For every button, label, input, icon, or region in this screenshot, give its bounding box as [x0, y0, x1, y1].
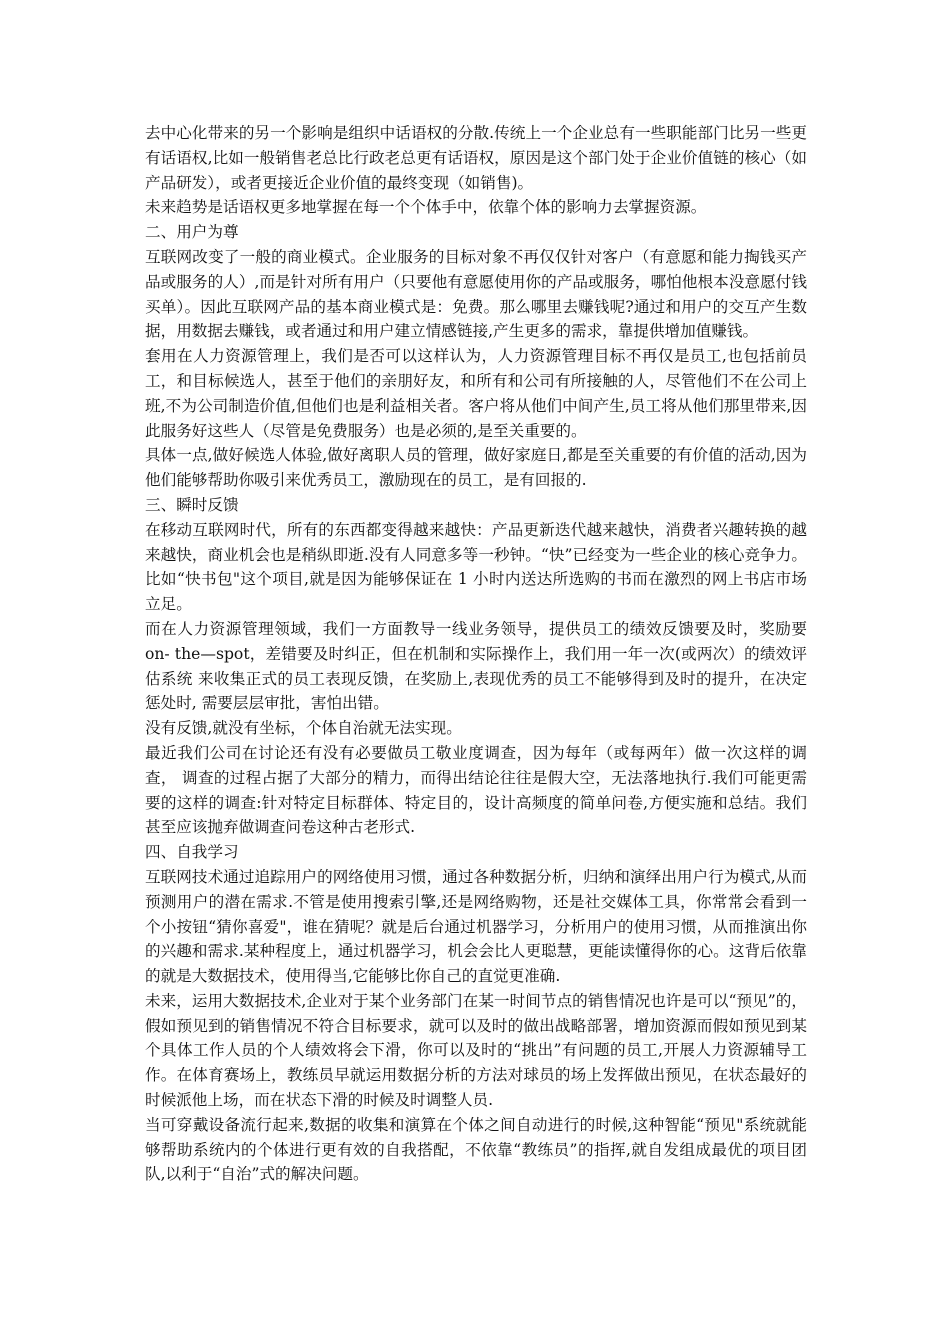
- section-heading-instant-feedback: 三、瞬时反馈: [145, 495, 239, 514]
- paragraph-future-trend: 未来趋势是话语权更多地掌握在每一个个体手中，依靠个体的影响力去掌握资源。: [145, 198, 707, 217]
- section-heading-self-learning: 四、自我学习: [145, 843, 239, 862]
- paragraph-machine-learning: 互联网技术通过追踪用户的网络使用习惯，通过各种数据分析，归纳和演绎出用户行为模式,从而预测用户的潜在需求.不管是使用搜索引擎,还是网络购物，还是社交媒体工具，你常常会看到一个小按钮“猜你喜爱"，谁在猜呢？就是后台通过机器学习，分析用户的使用习惯，从而推演出你的兴趣和需求.某种程度上，通过机器学习，机会会比人更聪慧，更能读懂得你的心。这背后依靠的就是大数据技术，使用得当,它能够比你自己的直觉更准确.: [145, 867, 807, 986]
- paragraph-engagement-survey: 最近我们公司在讨论还有没有必要做员工敬业度调查，因为每年（或每两年）做一次这样的调查， 调查的过程占据了大部分的精力，而得出结论往往是假大空，无法落地执行.我们可能更需要的这样的调查:针对特定目标群体、特定目的，设计高频度的简单问卷,方便实施和总结。我们甚至应该抛弃做调查问卷这种古老形式.: [145, 743, 807, 837]
- paragraph-hr-feedback: 而在人力资源管理领域，我们一方面教导一线业务领导，提供员工的绩效反馈要及时，奖励要 on- the—spot，差错要及时纠正，但在机制和实际操作上，我们用一年一次(或两次）的绩效评估系统 来收集正式的员工表现反馈，在奖励上,表现优秀的员工不能够得到及时的提升，在决定惩处时, 需要层层审批，害怕出错。: [145, 619, 807, 713]
- paragraph-no-feedback: 没有反馈,就没有坐标，个体自治就无法实现。: [145, 719, 462, 738]
- paragraph-candidate-experience: 具体一点,做好候选人体验,做好离职人员的管理，做好家庭日,都是至关重要的有价值的活动,因为他们能够帮助你吸引来优秀员工，激励现在的员工，是有回报的.: [145, 446, 807, 490]
- paragraph-mobile-speed: 在移动互联网时代，所有的东西都变得越来越快：产品更新迭代越来越快，消费者兴趣转换的越来越快，商业机会也是稍纵即逝.没有人同意多等一秒钟。“快”已经变为一些企业的核心竞争力。比如“快书包"这个项目,就是因为能够保证在 1 小时内送达所选购的书而在激烈的网上书店市场立足。: [145, 520, 807, 614]
- paragraph-business-model: 互联网改变了一般的商业模式。企业服务的目标对象不再仅仅针对客户（有意愿和能力掏钱买产品或服务的人）,而是针对所有用户（只要他有意愿使用你的产品或服务，哪怕他根本没意愿付钱买单）。因此互联网产品的基本商业模式是：免费。那么哪里去赚钱呢?通过和用户的交互产生数据，用数据去赚钱，或者通过和用户建立情感链接,产生更多的需求，靠提供增加值赚钱。: [145, 247, 807, 341]
- section-heading-user-first: 二、用户为尊: [145, 223, 239, 242]
- document-body: [145, 121, 807, 1187]
- paragraph-wearables: 当可穿戴设备流行起来,数据的收集和演算在个体之间自动进行的时候,这种智能“预见"系统就能够帮助系统内的个体进行更有效的自我搭配，不依靠“教练员”的指挥,就自发组成最优的项目团队,以利于“自治”式的解决问题。: [145, 1115, 807, 1184]
- paragraph-decentralized-voice: 去中心化带来的另一个影响是组织中话语权的分散.传统上一个企业总有一些职能部门比另一些更有话语权,比如一般销售老总比行政老总更有话语权，原因是这个部门处于企业价值链的核心（如产品研发），或者更接近企业价值的最终变现（如销售)。: [145, 124, 807, 192]
- paragraph-hr-application: 套用在人力资源管理上，我们是否可以这样认为，人力资源管理目标不再仅是员工,也包括前员工，和目标候选人，甚至于他们的亲朋好友，和所有和公司有所接触的人，尽管他们不在公司上班,不为公司制造价值,但他们也是利益相关者。客户将从他们中间产生,员工将从他们那里带来,因此服务好这些人（尽管是免费服务）也是必须的,是至关重要的。: [145, 347, 807, 440]
- paragraph-big-data-prediction: 未来，运用大数据技术,企业对于某个业务部门在某一时间节点的销售情况也许是可以“预见”的，假如预见到的销售情况不符合目标要求，就可以及时的做出战略部署，增加资源而假如预见到某个具体工作人员的个人绩效将会下滑，你可以及时的“挑出”有问题的员工,开展人力资源辅导工作。在体育赛场上，教练员早就运用数据分析的方法对球员的场上发挥做出预见，在状态最好的时候派他上场，而在状态下滑的时候及时调整人员.: [145, 991, 807, 1110]
